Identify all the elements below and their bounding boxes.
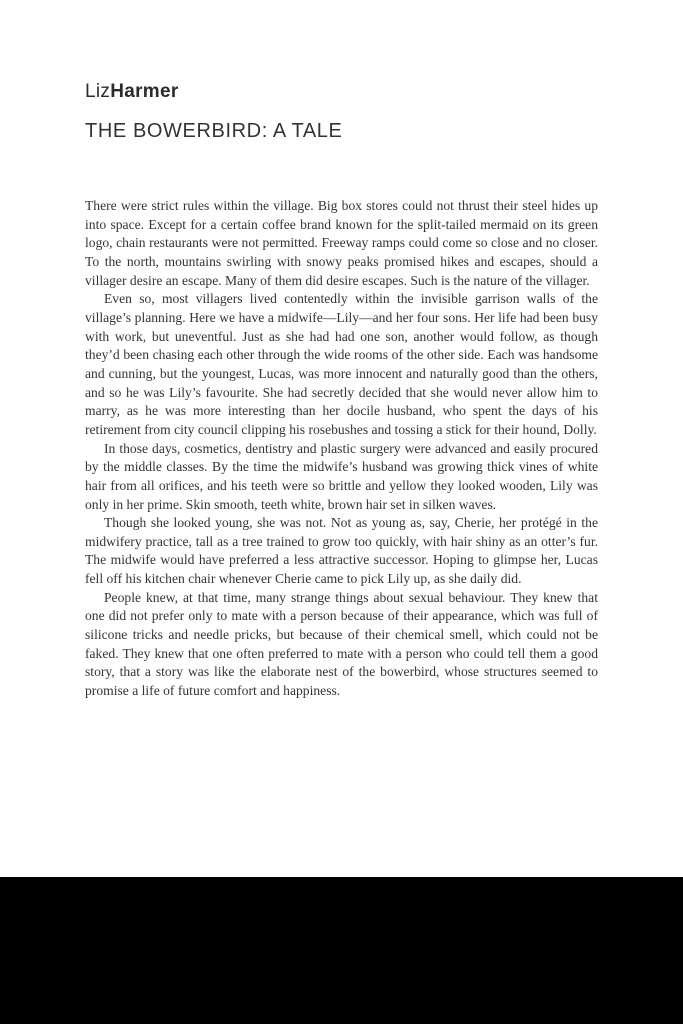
story-paragraph-3: In those days, cosmetics, dentistry and plastic surgery were advanced and easily procured by the middle classes. By the time the midwife’s husband was growing thick vines of white hair from all orifices, and his teeth were so brittle and yellow they looked wooden, Lily was only in her prime. Skin smooth, teeth white, brown hair set in silken waves. <box>85 440 598 512</box>
story-title: THE BOWERBIRD: A TALE <box>85 120 343 142</box>
author-first-name: Liz <box>85 81 111 102</box>
story-paragraph-5: People knew, at that time, many strange things about sexual behaviour. They knew that one did not prefer only to mate with a person because of their appearance, which was full of silicone tricks and needle pricks, but because of their chemical smell, which could not be faked. They knew that one often preferred to mate with a person who could tell them a good story, that a story was like the elaborate nest of the bowerbird, whose structures seemed to promise a life of future comfort and happiness. <box>85 589 598 699</box>
bottom-black-bar <box>0 877 683 1024</box>
author-name <box>85 82 598 102</box>
story-paragraph-1: There were strict rules within the village. Big box stores could not thrust their steel hides up into space. Except for a certain coffee brand known for the split-tailed mermaid on its green logo, chain restaurants were not permitted. Freeway ramps could come so close and no closer. To the north, mountains swirling with snowy peaks promised hikes and escapes, should a villager desire an escape. Many of them did desire escapes. Such is the nature of the villager. <box>85 198 598 288</box>
author-last-name: Harmer <box>110 81 179 102</box>
text-column <box>85 0 598 701</box>
story-body <box>85 197 598 701</box>
story-paragraph-2: Even so, most villagers lived contentedly within the invisible garrison walls of the village’s planning. Here we have a midwife—Lily—and her four sons. Her life had been busy with work, but uneventful. Just as she had had one son, another would follow, as though they’d been chasing each other through the wide rooms of the other side. Each was handsome and cunning, but the youngest, Lucas, was more innocent and naturally good than the others, and so he was Lily’s favourite. She had secretly decided that she would never allow him to marry, as he was more interesting than her docile husband, who spent the days of his retirement from city council clipping his rosebushes and tossing a stick for their hound, Dolly. <box>85 291 598 437</box>
story-paragraph-4: Though she looked young, she was not. Not as young as, say, Cherie, her protégé in the midwifery practice, tall as a tree trained to grow too quickly, with hair shiny as an otter’s fur. The midwife would have preferred a less attractive successor. Hoping to glimpse her, Lucas fell off his kitchen chair whenever Cherie came to pick Lily up, as she daily did. <box>85 515 598 587</box>
